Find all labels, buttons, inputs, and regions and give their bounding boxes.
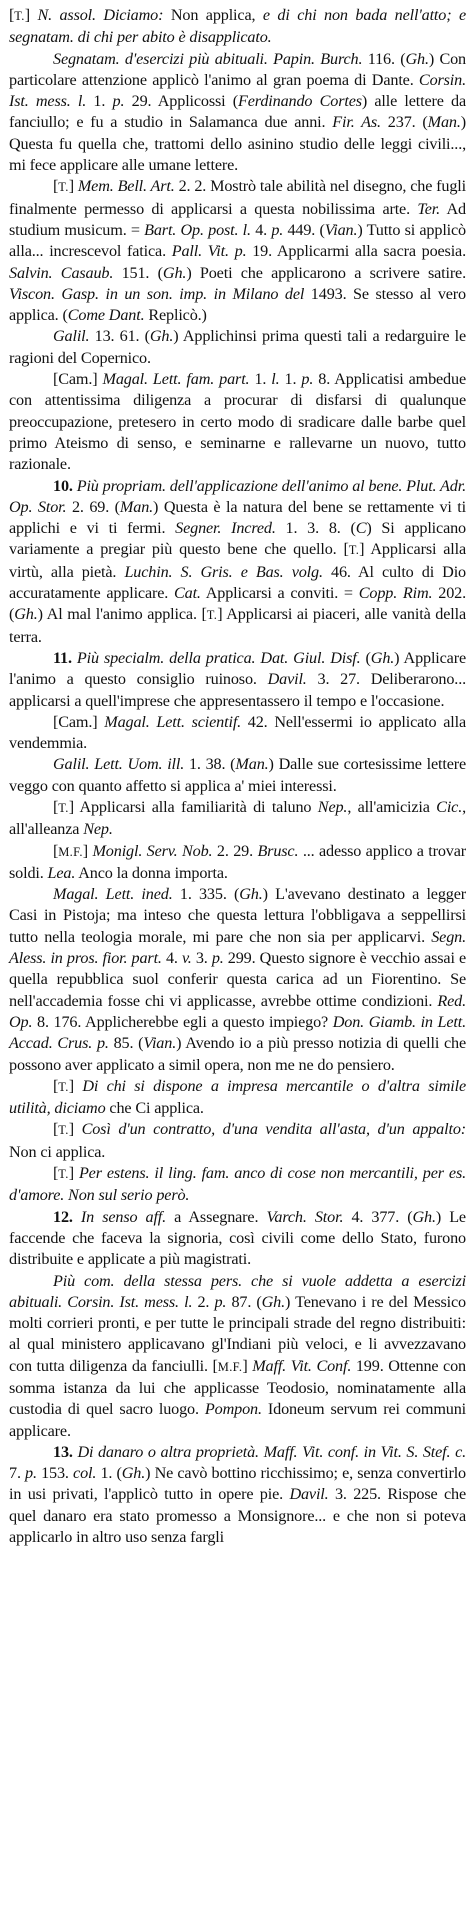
body-text: 1. ( xyxy=(96,1464,122,1483)
entry-paragraph xyxy=(9,712,466,755)
italic-text: p. xyxy=(214,1292,227,1311)
body-text: 2. xyxy=(192,1292,215,1311)
italic-text: Ter. xyxy=(417,199,441,218)
italic-text: Come Dant. xyxy=(67,306,145,325)
source-tag: T. xyxy=(206,608,218,623)
entry-paragraph xyxy=(9,1207,466,1271)
body-text: [Cam.] xyxy=(53,712,105,731)
body-text: [Cam.] xyxy=(53,370,103,389)
body-text: ) Tutto si applicò alla... increscevol fatica. xyxy=(9,220,466,261)
entry-paragraph xyxy=(9,176,466,326)
entry-paragraph xyxy=(9,1119,466,1163)
italic-text: Di danaro o altra proprietà. Maff. Vit. conf. in Vit. S. Stef. c. xyxy=(77,1442,466,1461)
entry-paragraph xyxy=(9,841,466,885)
body-text: 7. xyxy=(9,1464,26,1483)
italic-text: Gh. xyxy=(14,605,38,624)
italic-text: Fir. As. xyxy=(332,113,381,132)
entry-paragraph xyxy=(9,797,466,841)
source-tag: T. xyxy=(58,1123,69,1138)
entry-paragraph xyxy=(9,476,466,648)
italic-text: Maff. Vit. Conf. xyxy=(252,1356,352,1375)
body-text: 1. xyxy=(86,92,113,111)
italic-text: Cat. xyxy=(173,584,201,603)
source-tag: M.F. xyxy=(217,1359,243,1374)
entry-paragraph xyxy=(9,5,466,49)
section-number: 12. xyxy=(53,1207,73,1226)
body-text: 4. xyxy=(250,220,272,239)
body-text: 87. ( xyxy=(226,1292,262,1311)
source-tag: T. xyxy=(14,9,25,23)
body-text: 1493. Se stesso al vero applica. ( xyxy=(9,284,466,325)
body-text: ] xyxy=(68,177,78,196)
body-text: [ xyxy=(9,6,15,24)
section-number: 11. xyxy=(53,648,72,667)
body-text: ) alle lettere da fanciullo; e fu a studio in Salamanca due anni. xyxy=(9,92,467,132)
italic-text: Più propriam. dell'applicazione dell'animo al bene. Plut. Adr. Op. Stor. xyxy=(9,476,466,516)
body-text: 1. 335. ( xyxy=(172,885,240,904)
body-text: ... adesso applico a trovar soldi. xyxy=(9,841,466,882)
italic-text: Magal. Lett. scientif. xyxy=(104,712,242,731)
italic-text: Red. Op. xyxy=(9,991,466,1031)
body-text: ) Al mal l'animo applica. [ xyxy=(37,605,207,624)
entry-paragraph xyxy=(9,326,466,369)
entry-paragraph xyxy=(9,1076,466,1120)
body-text: 199. Ottenne con somma istanza da lui che applicasse Teodosio, nominatamente alla custodia di quel sacro luogo. xyxy=(9,1356,466,1419)
italic-text: Cic. xyxy=(436,797,463,816)
body-text: 8. Applicatisi ambedue con attentissima diligenza a procurar di disfarsi di qualunque preoccupazione, pretesero in certo modo di sradicare dalle barbe quel primo Ateismo di senso, e seminarne e rallevarne un nuovo, tutto razionale. xyxy=(9,370,466,474)
body-text: ) L'avevano destinato a legger Casi in Pistoja; ma inteso che questa lettura l'obbligava a seppellirsi tutto nella teologia morale, mi pare che non sia per applicarvi. xyxy=(9,885,467,946)
body-text: 4. xyxy=(161,949,182,968)
italic-text: Magal. Lett. fam. part. xyxy=(102,370,250,389)
body-text: 1. 3. 8. ( xyxy=(275,519,356,538)
source-tag: T. xyxy=(58,180,69,195)
body-text: 2. 2. Mostrò tale abilità nel disegno, che fugli finalmente permesso di applicarsi a questa nobilissima arte. xyxy=(9,177,466,218)
italic-text: p. xyxy=(301,370,314,389)
body-text: 153. xyxy=(36,1464,74,1483)
entry-paragraph xyxy=(9,49,466,177)
italic-text: Vian. xyxy=(143,1034,177,1053)
body-text: ] Applicarsi alla virtù, alla pietà. xyxy=(9,540,466,581)
italic-text: Nep. xyxy=(317,797,348,816)
italic-text: Vian. xyxy=(324,220,358,239)
italic-text: l. xyxy=(271,370,280,389)
italic-text: Magal. Lett. ined. xyxy=(53,885,173,904)
entry-paragraph xyxy=(9,1271,466,1442)
body-text: 46. Al culto di Dio accuratamente applicare. xyxy=(9,562,466,603)
body-text: 3. 27. Deliberarono... applicarsi a quell'imprese che appresentassero il tempo e l'occasione. xyxy=(9,670,466,710)
body-text: 85. ( xyxy=(108,1034,144,1053)
body-text: 299. Questo signore è vecchio assai e quella repubblica suol conferir questa carica ad un Fiorentino. Se nell'accademia fosse chi vi applicasse, avrebbe ottime condizioni. xyxy=(9,949,466,1010)
italic-text: Più com. della stessa pers. che si vuole addetta a esercizi abituali. Corsin. Ist. mess. l. xyxy=(9,1271,466,1311)
body-text: [ xyxy=(53,1076,59,1095)
italic-text: Davil. xyxy=(289,1485,329,1504)
body-text: ) Avendo io a più presso notizia di quelli che possono aver applicato a simil opera, non me ne do pensiero. xyxy=(9,1034,466,1074)
body-text: 237. ( xyxy=(380,113,428,132)
body-text: ] Applicarsi alla familiarità di taluno xyxy=(68,797,318,816)
italic-text: Viscon. Gasp. in un son. imp. in Milano del xyxy=(9,284,305,303)
body-text: ] xyxy=(82,841,93,860)
italic-text: Corsin. Ist. mess. l. xyxy=(9,70,466,111)
italic-text: Lea. xyxy=(47,863,76,882)
source-tag: T. xyxy=(58,1167,69,1182)
body-text: 42. Nell'essermi io applicato alla vendemmia. xyxy=(9,712,466,753)
body-text: ) Si applicano variamente a pregiar più questo bene che quello. [ xyxy=(9,519,466,559)
body-text: 1. 38. ( xyxy=(184,755,236,774)
body-text: Idoneum servum rei communi applicare. xyxy=(9,1400,466,1440)
italic-text: Monigl. Serv. Nob. xyxy=(92,841,213,860)
section-number: 13. xyxy=(53,1442,73,1461)
body-text: ] xyxy=(68,1076,83,1095)
body-text: Anco la donna importa. xyxy=(75,863,228,882)
body-text: ) Le faccende che faceva la signoria, così civili come dello Stato, furono distribuite e applicate a più magistrati. xyxy=(9,1207,466,1269)
body-text: ) Dalle sue cortesissime lettere veggo con quanto affetto si applica a' miei interessi. xyxy=(9,755,467,795)
entry-paragraph xyxy=(9,1163,466,1207)
italic-text: Man. xyxy=(427,113,461,132)
body-text: ) Applicare l'animo a questo consiglio ruinoso. xyxy=(9,648,466,689)
body-text: Non applica, xyxy=(163,6,263,24)
body-text: [ xyxy=(53,1120,59,1139)
italic-text: In senso aff. xyxy=(80,1207,167,1226)
body-text: ) Ne cavò bottino ricchissimo; e, senza convertirlo in usi privati, l'applicò tutto in opere pie. xyxy=(9,1464,466,1504)
italic-text: Nep. xyxy=(83,820,113,839)
entry-paragraph xyxy=(9,1442,466,1548)
italic-text: Segn. Aless. in pros. fior. part. xyxy=(9,927,466,968)
body-text: 13. 61. ( xyxy=(89,327,150,346)
italic-text: Man. xyxy=(235,755,269,774)
body-text: 3. xyxy=(191,949,212,968)
italic-text: Luchin. S. Gris. e Bas. volg. xyxy=(124,562,323,581)
italic-text: N. assol. Diciamo: xyxy=(37,6,164,24)
body-text: ) Poeti che applicarono a scrivere satire. xyxy=(186,263,466,282)
body-text: a Assegnare. xyxy=(166,1207,267,1226)
body-text: ] xyxy=(68,1120,82,1139)
italic-text: Di chi si dispone a impresa mercantile o d'altra simile utilità, diciamo xyxy=(9,1076,466,1118)
body-text: ) Tenevano i re del Messico molti corrieri pronti, e per tutte le principali strade del regno distribuiti: al qual ministero applicavano gl'Indiani più veloci, e li avvezzavano con tutta diligenza da fanciulli. [ xyxy=(9,1292,466,1375)
body-text: 202. ( xyxy=(9,584,466,624)
italic-text: Salvin. Casaub. xyxy=(9,263,114,282)
italic-text: Gh. xyxy=(162,263,187,282)
italic-text: Così d'un contratto, d'una vendita all'asta, d'un appalto: xyxy=(81,1120,467,1139)
italic-text: Man. xyxy=(119,497,154,516)
entry-paragraph xyxy=(9,884,466,1076)
body-text: ] xyxy=(24,6,38,24)
body-text: ] xyxy=(68,1164,79,1183)
body-text: 449. ( xyxy=(283,220,325,239)
body-text: ) Questa è la natura del bene se rettamente vi ti applichi e vi ti fermi. xyxy=(9,497,467,538)
italic-text: Gh. xyxy=(261,1292,286,1311)
italic-text: Segner. Incred. xyxy=(175,519,276,538)
italic-text: Gh. xyxy=(239,885,263,904)
italic-text: C xyxy=(355,519,367,538)
entry-paragraph xyxy=(9,754,466,797)
body-text: ] xyxy=(242,1356,253,1375)
body-text: ) Con particolare attenzione applicò l'animo al gran poema di Dante. xyxy=(9,49,466,89)
body-text: 1. xyxy=(279,370,302,389)
body-text: Replicò.) xyxy=(144,306,207,325)
body-text: ( xyxy=(360,648,371,667)
body-text: che Ci applica. xyxy=(105,1099,204,1118)
body-text: [ xyxy=(53,1164,59,1183)
body-text: 1. xyxy=(249,370,272,389)
body-text: 4. 377. ( xyxy=(343,1207,413,1226)
body-text: ] Applicarsi ai piaceri, alle vanità della terra. xyxy=(9,605,466,646)
italic-text: Pompon. xyxy=(204,1400,262,1419)
entry-paragraph xyxy=(9,648,466,712)
italic-text: Brusc. xyxy=(257,841,299,860)
italic-text: Mem. Bell. Art. xyxy=(77,177,175,196)
italic-text: Per estens. il ling. fam. anco di cose non mercantili, per es. d'amore. Non sul serio però. xyxy=(9,1164,466,1205)
italic-text: Più specialm. della pratica. Dat. Giul. Disf. xyxy=(76,648,361,667)
body-text: 2. 69. ( xyxy=(66,497,120,516)
body-text: Ad studium musicum. = xyxy=(9,199,466,239)
italic-text: Don. Giamb. in Lett. Accad. Crus. p. xyxy=(9,1012,466,1053)
body-text: , all'amicizia xyxy=(347,797,437,816)
italic-text: Segnatam. d'esercizi più abituali. Papin. Burch. xyxy=(53,49,363,68)
source-tag: M.F. xyxy=(58,844,83,859)
body-text: Applicarsi a conviti. = xyxy=(200,584,359,603)
italic-text: p. xyxy=(211,949,224,968)
body-text: 116. ( xyxy=(362,49,406,68)
italic-text: p. xyxy=(271,220,284,239)
italic-text: Galil. xyxy=(53,327,90,346)
body-text: Non ci applica. xyxy=(9,1142,106,1161)
italic-text: Galil. Lett. Uom. ill. xyxy=(53,755,185,774)
italic-text: Gh. xyxy=(121,1464,146,1483)
body-text: 29. Applicossi ( xyxy=(124,92,239,111)
italic-text: Varch. Stor. xyxy=(266,1207,344,1226)
body-text: 151. ( xyxy=(113,263,163,282)
italic-text: p. xyxy=(112,92,125,111)
italic-text: Gh. xyxy=(149,327,174,346)
body-text: 2. 29. xyxy=(212,841,258,860)
body-text: ) Applichinsi prima questi tali a redarguire le ragioni del Copernico. xyxy=(9,327,466,367)
italic-text: v. xyxy=(181,949,192,968)
italic-text: Bart. Op. post. l. xyxy=(144,220,251,239)
body-text: [ xyxy=(53,841,59,860)
italic-text: Gh. xyxy=(412,1207,436,1226)
source-tag: T. xyxy=(58,800,69,815)
source-tag: T. xyxy=(58,1079,69,1094)
body-text: , all'alleanza xyxy=(9,797,467,839)
italic-text: Gh. xyxy=(370,648,395,667)
body-text: ) Questa fu quella che, trattomi dello asinino studio delle leggi civili..., mi fece applicare alle umane lettere. xyxy=(9,113,466,175)
body-text: 8. 176. Applicherebbe egli a questo impiego? xyxy=(32,1012,333,1031)
italic-text: e di chi non bada nell'atto; e segnatam. di chi per abito è disapplicato. xyxy=(9,6,467,47)
italic-text: Copp. Rim. xyxy=(358,584,433,603)
source-tag: T. xyxy=(348,543,360,558)
section-number: 10. xyxy=(53,476,73,495)
body-text: [ xyxy=(53,797,59,816)
italic-text: Ferdinando Cortes xyxy=(238,92,362,111)
body-text: [ xyxy=(53,177,59,196)
italic-text: Davil. xyxy=(267,670,307,689)
body-text: 19. Applicarmi alla sacra poesia. xyxy=(246,242,466,261)
italic-text: col. xyxy=(73,1464,97,1483)
entry-paragraph xyxy=(9,369,466,475)
italic-text: p. xyxy=(25,1464,37,1483)
body-text xyxy=(73,1208,81,1226)
italic-text: Pall. Vit. p. xyxy=(171,242,247,261)
body-text: 3. 225. Rispose che quel danaro era stato promesso a Monsignore... e che non si poteva applicarlo in altro uso senza fargli xyxy=(9,1485,466,1547)
italic-text: Gh. xyxy=(405,49,429,68)
